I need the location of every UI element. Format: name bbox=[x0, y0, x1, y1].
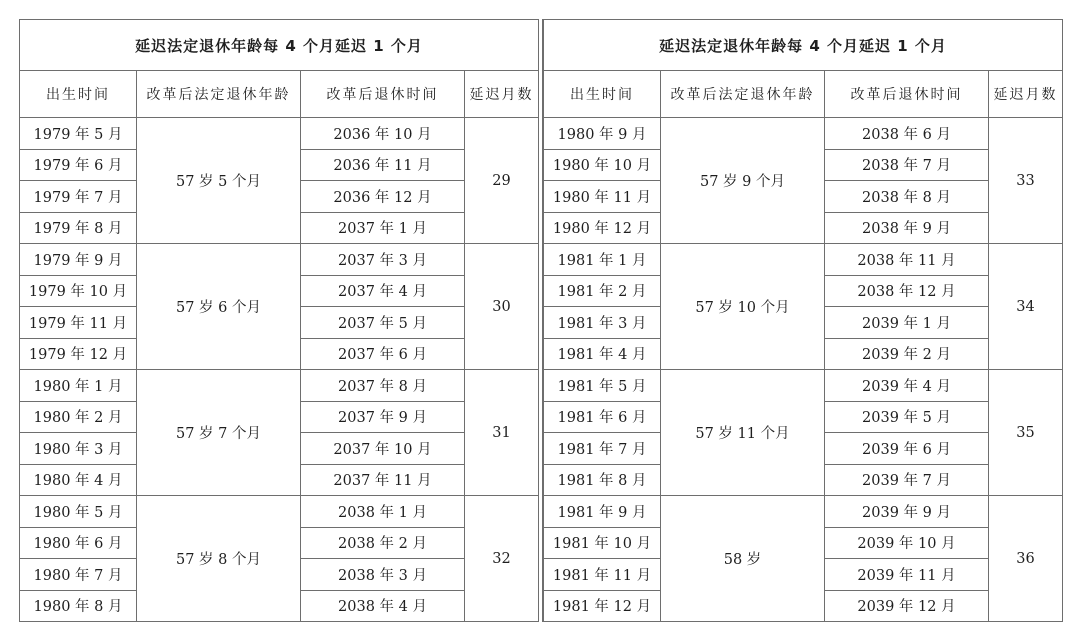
birth-time-cell: 1980 年 4 月 bbox=[20, 464, 137, 496]
delay-months-cell: 30 bbox=[465, 244, 539, 370]
birth-time-cell: 1979 年 10 月 bbox=[20, 275, 137, 307]
birth-time-cell: 1980 年 12 月 bbox=[544, 212, 661, 244]
delay-months-cell: 32 bbox=[465, 496, 539, 622]
birth-time-cell: 1979 年 7 月 bbox=[20, 181, 137, 213]
birth-time-cell: 1980 年 5 月 bbox=[20, 496, 137, 528]
birth-time-cell: 1981 年 3 月 bbox=[544, 307, 661, 339]
retirement-age-cell: 57 岁 9 个月 bbox=[661, 118, 825, 244]
retirement-age-cell: 57 岁 10 个月 bbox=[661, 244, 825, 370]
retirement-age-cell: 58 岁 bbox=[661, 496, 825, 622]
birth-time-cell: 1981 年 1 月 bbox=[544, 244, 661, 276]
retirement-time-cell: 2038 年 1 月 bbox=[301, 496, 465, 528]
retirement-time-cell: 2036 年 11 月 bbox=[301, 149, 465, 181]
table-row bbox=[544, 244, 1063, 276]
retirement-time-cell: 2039 年 6 月 bbox=[825, 433, 989, 465]
header-retirement-time: 改革后退休时间 bbox=[825, 71, 989, 118]
retirement-time-cell: 2038 年 4 月 bbox=[301, 590, 465, 622]
delay-months-cell: 35 bbox=[989, 370, 1063, 496]
retirement-time-cell: 2038 年 2 月 bbox=[301, 527, 465, 559]
retirement-time-cell: 2037 年 5 月 bbox=[301, 307, 465, 339]
retirement-time-cell: 2039 年 9 月 bbox=[825, 496, 989, 528]
retirement-age-cell: 57 岁 7 个月 bbox=[137, 370, 301, 496]
delay-months-cell: 31 bbox=[465, 370, 539, 496]
table-title: 延迟法定退休年龄每 4 个月延迟 1 个月 bbox=[544, 20, 1063, 71]
retirement-time-cell: 2039 年 11 月 bbox=[825, 559, 989, 591]
birth-time-cell: 1981 年 6 月 bbox=[544, 401, 661, 433]
retirement-time-cell: 2039 年 2 月 bbox=[825, 338, 989, 370]
delay-months-cell: 33 bbox=[989, 118, 1063, 244]
birth-time-cell: 1981 年 11 月 bbox=[544, 559, 661, 591]
birth-time-cell: 1979 年 6 月 bbox=[20, 149, 137, 181]
birth-time-cell: 1979 年 5 月 bbox=[20, 118, 137, 150]
birth-time-cell: 1981 年 9 月 bbox=[544, 496, 661, 528]
birth-time-cell: 1981 年 5 月 bbox=[544, 370, 661, 402]
delay-months-cell: 29 bbox=[465, 118, 539, 244]
header-retirement-age: 改革后法定退休年龄 bbox=[661, 71, 825, 118]
table-row bbox=[544, 496, 1063, 528]
retirement-time-cell: 2039 年 10 月 bbox=[825, 527, 989, 559]
birth-time-cell: 1981 年 4 月 bbox=[544, 338, 661, 370]
birth-time-cell: 1979 年 11 月 bbox=[20, 307, 137, 339]
retirement-age-cell: 57 岁 11 个月 bbox=[661, 370, 825, 496]
retirement-time-cell: 2038 年 8 月 bbox=[825, 181, 989, 213]
birth-time-cell: 1981 年 8 月 bbox=[544, 464, 661, 496]
retirement-time-cell: 2038 年 12 月 bbox=[825, 275, 989, 307]
retirement-time-cell: 2039 年 4 月 bbox=[825, 370, 989, 402]
birth-time-cell: 1980 年 11 月 bbox=[544, 181, 661, 213]
birth-time-cell: 1979 年 12 月 bbox=[20, 338, 137, 370]
retirement-time-cell: 2039 年 12 月 bbox=[825, 590, 989, 622]
retirement-time-cell: 2036 年 10 月 bbox=[301, 118, 465, 150]
delay-months-cell: 34 bbox=[989, 244, 1063, 370]
retirement-time-cell: 2039 年 7 月 bbox=[825, 464, 989, 496]
delay-months-cell: 36 bbox=[989, 496, 1063, 622]
birth-time-cell: 1981 年 7 月 bbox=[544, 433, 661, 465]
birth-time-cell: 1980 年 1 月 bbox=[20, 370, 137, 402]
retirement-time-cell: 2037 年 9 月 bbox=[301, 401, 465, 433]
table-row bbox=[20, 118, 539, 150]
retirement-time-cell: 2037 年 11 月 bbox=[301, 464, 465, 496]
retirement-time-cell: 2038 年 3 月 bbox=[301, 559, 465, 591]
retirement-time-cell: 2039 年 1 月 bbox=[825, 307, 989, 339]
retirement-time-cell: 2037 年 6 月 bbox=[301, 338, 465, 370]
birth-time-cell: 1981 年 12 月 bbox=[544, 590, 661, 622]
header-retirement-age: 改革后法定退休年龄 bbox=[137, 71, 301, 118]
retirement-time-cell: 2036 年 12 月 bbox=[301, 181, 465, 213]
table-row bbox=[20, 496, 539, 528]
header-birth-time: 出生时间 bbox=[20, 71, 137, 118]
retirement-time-cell: 2037 年 4 月 bbox=[301, 275, 465, 307]
retirement-time-cell: 2037 年 3 月 bbox=[301, 244, 465, 276]
retirement-time-cell: 2038 年 6 月 bbox=[825, 118, 989, 150]
retirement-table-document bbox=[19, 19, 1062, 622]
retirement-time-cell: 2038 年 11 月 bbox=[825, 244, 989, 276]
birth-time-cell: 1981 年 10 月 bbox=[544, 527, 661, 559]
retirement-time-cell: 2038 年 7 月 bbox=[825, 149, 989, 181]
table-row bbox=[20, 370, 539, 402]
header-birth-time: 出生时间 bbox=[544, 71, 661, 118]
retirement-age-cell: 57 岁 8 个月 bbox=[137, 496, 301, 622]
birth-time-cell: 1981 年 2 月 bbox=[544, 275, 661, 307]
birth-time-cell: 1980 年 8 月 bbox=[20, 590, 137, 622]
table-row bbox=[544, 370, 1063, 402]
retirement-time-cell: 2039 年 5 月 bbox=[825, 401, 989, 433]
birth-time-cell: 1980 年 7 月 bbox=[20, 559, 137, 591]
retirement-time-cell: 2038 年 9 月 bbox=[825, 212, 989, 244]
retirement-time-cell: 2037 年 1 月 bbox=[301, 212, 465, 244]
birth-time-cell: 1979 年 8 月 bbox=[20, 212, 137, 244]
retirement-table-right bbox=[543, 19, 1063, 622]
header-delay-months: 延迟月数 bbox=[465, 71, 539, 118]
table-title: 延迟法定退休年龄每 4 个月延迟 1 个月 bbox=[20, 20, 539, 71]
birth-time-cell: 1980 年 10 月 bbox=[544, 149, 661, 181]
birth-time-cell: 1980 年 3 月 bbox=[20, 433, 137, 465]
retirement-time-cell: 2037 年 8 月 bbox=[301, 370, 465, 402]
retirement-age-cell: 57 岁 5 个月 bbox=[137, 118, 301, 244]
birth-time-cell: 1980 年 6 月 bbox=[20, 527, 137, 559]
retirement-age-cell: 57 岁 6 个月 bbox=[137, 244, 301, 370]
header-delay-months: 延迟月数 bbox=[989, 71, 1063, 118]
table-row bbox=[20, 244, 539, 276]
birth-time-cell: 1980 年 2 月 bbox=[20, 401, 137, 433]
birth-time-cell: 1980 年 9 月 bbox=[544, 118, 661, 150]
retirement-table-left bbox=[19, 19, 539, 622]
table-row bbox=[544, 118, 1063, 150]
birth-time-cell: 1979 年 9 月 bbox=[20, 244, 137, 276]
retirement-time-cell: 2037 年 10 月 bbox=[301, 433, 465, 465]
header-retirement-time: 改革后退休时间 bbox=[301, 71, 465, 118]
